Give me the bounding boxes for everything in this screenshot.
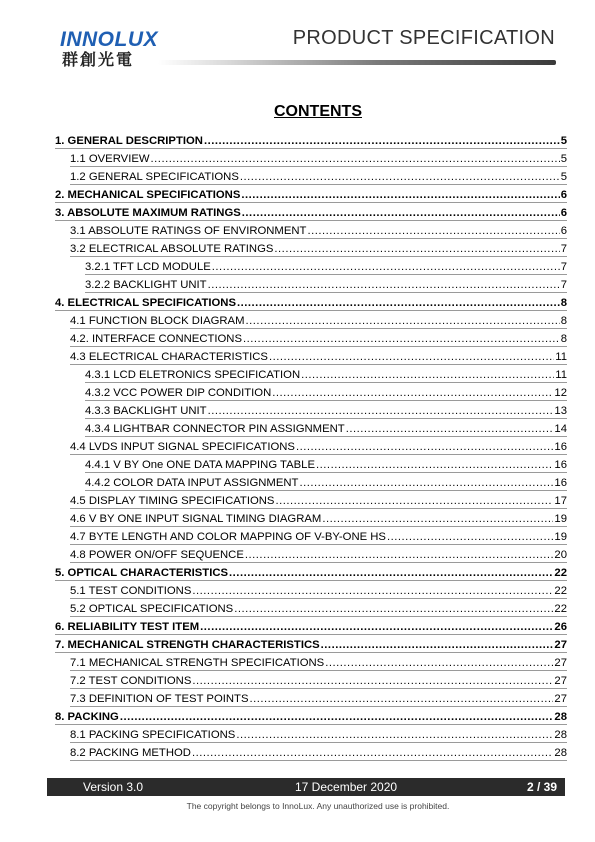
toc-entry[interactable] <box>70 328 567 347</box>
toc-entry[interactable] <box>70 688 567 707</box>
toc-leader-dots <box>243 333 560 346</box>
toc-leader-dots <box>241 189 559 202</box>
toc-leader-dots <box>192 585 553 598</box>
toc-entry[interactable] <box>55 202 567 221</box>
toc-leader-dots <box>272 387 553 400</box>
toc-entry-label: 4.6 V BY ONE INPUT SIGNAL TIMING DIAGRAM <box>70 513 322 525</box>
toc-entry[interactable] <box>85 400 567 419</box>
toc-entry-page: 7 <box>560 243 567 255</box>
toc-entry-label: 4.8 POWER ON/OFF SEQUENCE <box>70 549 244 561</box>
toc-entry-label: 5. OPTICAL CHARACTERISTICS <box>55 567 229 579</box>
toc-leader-dots <box>316 459 553 472</box>
toc-entry[interactable] <box>85 364 567 383</box>
toc-leader-dots <box>307 225 559 238</box>
toc-entry-page: 11 <box>555 351 567 363</box>
toc-entry[interactable] <box>70 742 567 761</box>
toc-entry[interactable] <box>70 508 567 527</box>
toc-entry[interactable] <box>70 526 567 545</box>
toc-entry[interactable] <box>70 148 567 167</box>
toc-entry[interactable] <box>70 238 567 257</box>
toc-leader-dots <box>387 531 553 544</box>
toc-leader-dots <box>208 405 554 418</box>
toc-entry-page: 28 <box>554 747 567 759</box>
toc-entry-page: 5 <box>560 171 567 183</box>
toc-entry-page: 16 <box>554 459 567 471</box>
toc-entry-page: 28 <box>554 729 567 741</box>
toc-entry-label: 4.4.2 COLOR DATA INPUT ASSIGNMENT <box>85 477 299 489</box>
toc-entry-page: 13 <box>554 405 567 417</box>
toc-entry[interactable] <box>85 274 567 293</box>
footer-page-number: 2 / 39 <box>526 780 557 794</box>
toc-entry-label: 1. GENERAL DESCRIPTION <box>55 135 203 147</box>
toc-leader-dots <box>204 135 560 148</box>
toc-entry-label: 3.2.1 TFT LCD MODULE <box>85 261 211 273</box>
toc-entry-page: 16 <box>554 477 567 489</box>
toc-entry-page: 8 <box>560 333 567 345</box>
toc-entry-page: 17 <box>554 495 567 507</box>
toc-leader-dots <box>192 675 553 688</box>
toc-entry-label: 8.1 PACKING SPECIFICATIONS <box>70 729 236 741</box>
toc-entry-label: 7.1 MECHANICAL STRENGTH SPECIFICATIONS <box>70 657 325 669</box>
toc-entry-label: 4.3 ELECTRICAL CHARACTERISTICS <box>70 351 268 363</box>
toc-entry-label: 4.5 DISPLAY TIMING SPECIFICATIONS <box>70 495 275 507</box>
toc-entry-label: 4.3.4 LIGHTBAR CONNECTOR PIN ASSIGNMENT <box>85 423 345 435</box>
toc-leader-dots <box>192 747 553 760</box>
footer-version: Version 3.0 <box>83 780 144 794</box>
copyright-notice: The copyright belongs to InnoLux. Any unauthorized use is prohibited. <box>186 801 450 811</box>
footer-date: 17 December 2020 <box>295 780 398 794</box>
toc-entry-label: 6. RELIABILITY TEST ITEM <box>55 621 200 633</box>
toc-entry-page: 6 <box>560 225 567 237</box>
toc-entry[interactable] <box>55 292 567 311</box>
toc-leader-dots <box>325 657 553 670</box>
toc-entry-page: 8 <box>560 297 567 309</box>
document-title: PRODUCT SPECIFICATION <box>292 27 555 49</box>
toc-entry-label: 4.4.1 V BY One ONE DATA MAPPING TABLE <box>85 459 316 471</box>
toc-leader-dots <box>269 351 554 364</box>
toc-leader-dots <box>275 495 553 508</box>
logo-wordmark: INNOLUX <box>60 28 158 51</box>
toc-leader-dots <box>321 639 554 652</box>
toc-entry[interactable] <box>85 454 567 473</box>
toc-entry[interactable] <box>55 562 567 581</box>
toc-leader-dots <box>208 279 560 292</box>
toc-leader-dots <box>299 477 553 490</box>
toc-entry[interactable] <box>70 346 567 365</box>
toc-leader-dots <box>274 243 559 256</box>
toc-entry-label: 4.1 FUNCTION BLOCK DIAGRAM <box>70 315 245 327</box>
toc-entry-page: 11 <box>555 369 567 381</box>
toc-entry-label: 1.1 OVERVIEW <box>70 153 150 165</box>
toc-entry-page: 12 <box>554 387 567 399</box>
toc-entry-page: 7 <box>560 261 567 273</box>
toc-entry[interactable] <box>85 472 567 491</box>
toc-leader-dots <box>234 603 553 616</box>
logo-chinese-name: 群創光電 <box>62 50 135 69</box>
toc-entry-page: 27 <box>554 675 567 687</box>
toc-leader-dots <box>322 513 553 526</box>
toc-leader-dots <box>301 369 554 382</box>
toc-entry-label: 4.4 LVDS INPUT SIGNAL SPECIFICATIONS <box>70 441 295 453</box>
toc-entry-label: 8.2 PACKING METHOD <box>70 747 191 759</box>
footer-bar <box>47 778 565 796</box>
toc-entry-label: 4.3.1 LCD ELETRONICS SPECIFICATION <box>85 369 301 381</box>
toc-entry-label: 4.3.3 BACKLIGHT UNIT <box>85 405 207 417</box>
toc-entry-page: 22 <box>554 585 567 597</box>
toc-entry-page: 20 <box>554 549 567 561</box>
toc-entry-page: 6 <box>560 189 567 201</box>
toc-entry-page: 19 <box>554 513 567 525</box>
toc-leader-dots <box>296 441 553 454</box>
toc-entry-page: 22 <box>554 603 567 615</box>
toc-entry-page: 28 <box>554 711 567 723</box>
toc-entry-label: 5.2 OPTICAL SPECIFICATIONS <box>70 603 234 615</box>
toc-entry[interactable] <box>70 724 567 743</box>
toc-entry-page: 22 <box>554 567 567 579</box>
toc-entry-page: 16 <box>554 441 567 453</box>
toc-entry[interactable] <box>55 634 567 653</box>
toc-entry[interactable] <box>70 220 567 239</box>
toc-entry-label: 3.1 ABSOLUTE RATINGS OF ENVIRONMENT <box>70 225 307 237</box>
toc-entry-label: 4.2. INTERFACE CONNECTIONS <box>70 333 242 345</box>
toc-entry[interactable] <box>70 436 567 455</box>
toc-leader-dots <box>245 549 554 562</box>
toc-entry-label: 3.2 ELECTRICAL ABSOLUTE RATINGS <box>70 243 274 255</box>
toc-leader-dots <box>240 171 560 184</box>
toc-entry-page: 27 <box>554 657 567 669</box>
toc-entry-page: 6 <box>560 207 567 219</box>
toc-entry-page: 7 <box>560 279 567 291</box>
innolux-logo <box>58 28 158 76</box>
toc-leader-dots <box>236 729 553 742</box>
toc-entry-label: 1.2 GENERAL SPECIFICATIONS <box>70 171 239 183</box>
toc-entry-page: 26 <box>554 621 567 633</box>
toc-entry[interactable] <box>85 382 567 401</box>
toc-entry[interactable] <box>55 184 567 203</box>
toc-entry[interactable] <box>70 490 567 509</box>
toc-entry[interactable] <box>70 166 567 185</box>
toc-leader-dots <box>237 297 560 310</box>
toc-entry[interactable] <box>55 130 567 149</box>
toc-entry-page: 5 <box>560 153 567 165</box>
toc-entry-page: 19 <box>554 531 567 543</box>
toc-leader-dots <box>242 207 560 220</box>
toc-entry[interactable] <box>55 616 567 635</box>
toc-entry[interactable] <box>70 598 567 617</box>
toc-leader-dots <box>212 261 560 274</box>
toc-entry-label: 7.3 DEFINITION OF TEST POINTS <box>70 693 249 705</box>
toc-leader-dots <box>151 153 560 166</box>
toc-entry-page: 5 <box>560 135 567 147</box>
toc-entry-label: 3. ABSOLUTE MAXIMUM RATINGS <box>55 207 241 219</box>
toc-entry[interactable] <box>85 418 567 437</box>
toc-entry-page: 8 <box>560 315 567 327</box>
toc-leader-dots <box>229 567 553 580</box>
toc-leader-dots <box>200 621 553 634</box>
toc-entry[interactable] <box>70 310 567 329</box>
toc-leader-dots <box>249 693 553 706</box>
toc-leader-dots <box>346 423 554 436</box>
toc-entry[interactable] <box>55 706 567 725</box>
toc-leader-dots <box>246 315 560 328</box>
toc-leader-dots <box>120 711 554 724</box>
toc-entry-label: 3.2.2 BACKLIGHT UNIT <box>85 279 207 291</box>
toc-entry-label: 2. MECHANICAL SPECIFICATIONS <box>55 189 241 201</box>
toc-entry-label: 8. PACKING <box>55 711 119 723</box>
toc-entry-page: 27 <box>554 639 567 651</box>
toc-entry-page: 27 <box>554 693 567 705</box>
header-divider <box>158 60 556 65</box>
toc-entry[interactable] <box>70 670 567 689</box>
toc-entry[interactable] <box>70 544 567 563</box>
toc-entry-label: 4.3.2 VCC POWER DIP CONDITION <box>85 387 272 399</box>
contents-heading: CONTENTS <box>274 103 362 120</box>
toc-entry-label: 5.1 TEST CONDITIONS <box>70 585 192 597</box>
toc-entry-page: 14 <box>554 423 567 435</box>
toc-entry-label: 7. MECHANICAL STRENGTH CHARACTERISTICS <box>55 639 320 651</box>
toc-entry-label: 4.7 BYTE LENGTH AND COLOR MAPPING OF V-BY-ONE HS <box>70 531 386 543</box>
toc-entry-label: 7.2 TEST CONDITIONS <box>70 675 192 687</box>
toc-entry[interactable] <box>70 580 567 599</box>
toc-entry-label: 4. ELECTRICAL SPECIFICATIONS <box>55 297 236 309</box>
toc-entry[interactable] <box>70 652 567 671</box>
toc-entry[interactable] <box>85 256 567 275</box>
